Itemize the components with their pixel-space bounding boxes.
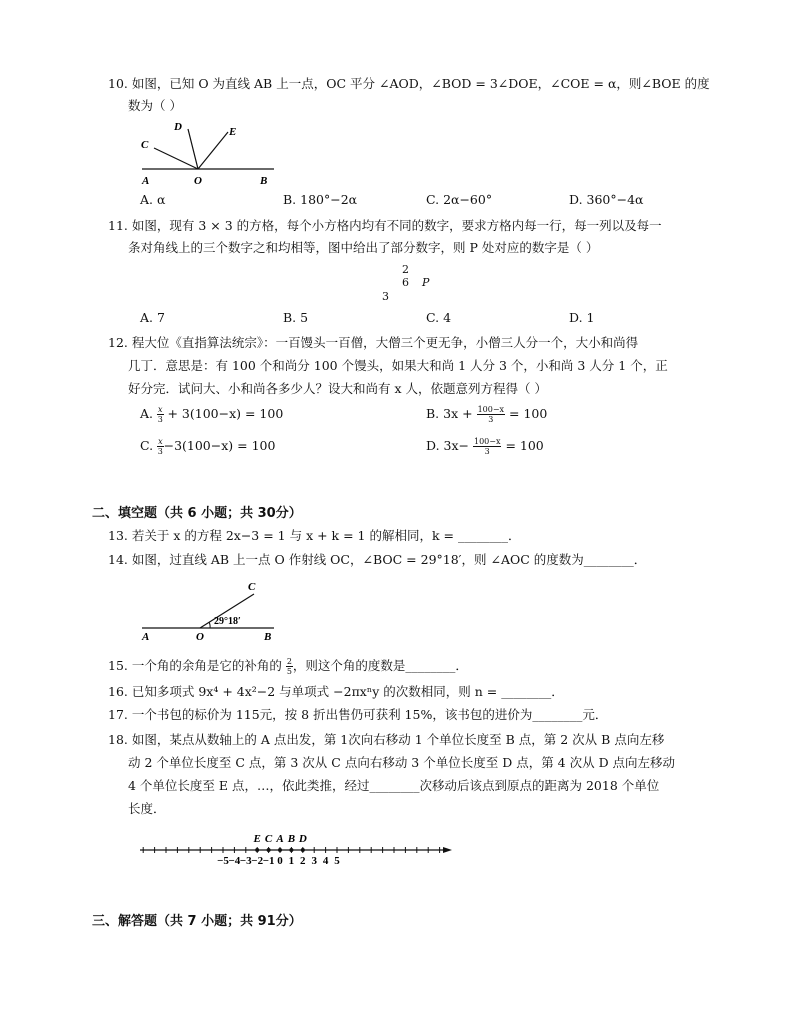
point-b-label: B xyxy=(287,833,296,845)
tick-label: 3 xyxy=(311,855,317,867)
q16: 16. 已知多项式 9x⁴ + 4x²−2 与单项式 −2πxⁿy 的次数相同，则 n = ________． xyxy=(108,684,564,699)
ray-oe xyxy=(198,132,228,169)
q11-line1: 11. 如图，现有 3 × 3 的方格，每个小方格内均有不同的数字，要求方格内每一行，每一列以及每一 xyxy=(108,218,662,233)
q18-line4: 长度． xyxy=(128,801,166,816)
angle-label: 29°18′ xyxy=(214,616,241,627)
q12-line2: 几丁．意思是：有 100 个和尚分 100 个馒头，如果大和尚 1 人分 3 个，小和尚 3 人分 1 个，正 xyxy=(128,358,668,373)
label-b: B xyxy=(260,175,268,187)
point-a-label: A xyxy=(276,833,284,845)
section-3-title: 三、解答题（共 7 小题；共 91分） xyxy=(92,914,302,929)
grid-p-label: P xyxy=(422,276,430,289)
number-line-figure xyxy=(136,826,456,870)
q18-line2: 动 2 个单位长度至 C 点，第 3 次从 C 点向右移动 3 个单位长度至 D 点，第 4 次从 D 点向左移动 xyxy=(128,755,676,770)
q12-option-c: C. $\frac{x}{3}$ −3(100−x) = 100 xyxy=(140,437,276,456)
tick-label: 5 xyxy=(334,855,340,867)
q17: 17. 一个书包的标价为 115元，按 8 折出售仍可获利 15%，该书包的进价为________元． xyxy=(108,707,608,722)
label-a: A xyxy=(142,175,150,187)
point-labels xyxy=(253,833,307,852)
section-2-title: 二、填空题（共 6 小题；共 30分） xyxy=(92,506,302,521)
ray-od xyxy=(188,129,198,169)
label-o: O xyxy=(194,175,202,187)
q11-option-c: C. 4 xyxy=(426,310,452,325)
grid-top-number: 2 xyxy=(402,263,409,276)
q11-option-a: A. 7 xyxy=(140,310,165,325)
label-b: B xyxy=(264,631,272,643)
tick-label: 2 xyxy=(300,855,306,867)
point-d-dot xyxy=(301,848,305,852)
q14-figure xyxy=(136,574,286,644)
q12-line3: 好分完．试问大、小和尚各多少人？设大和尚有 x 人，依题意列方程得（ ） xyxy=(128,381,547,396)
label-c: C xyxy=(141,139,149,151)
q12-option-d: D. 3x− $\frac{100-x}{3}$ = 100 xyxy=(426,437,544,456)
q10-option-a: A. α xyxy=(140,192,166,207)
q10-figure xyxy=(136,118,286,188)
point-b-dot xyxy=(289,848,293,852)
q18-line1: 18. 如图，某点从数轴上的 A 点出发，第 1次向右移动 1 个单位长度至 B 点，第 2 次从 B 点向左移 xyxy=(108,732,665,747)
point-e-label: E xyxy=(253,833,261,845)
q10-option-d: D. 360°−4α xyxy=(569,192,644,207)
label-c: C xyxy=(248,581,256,593)
tick-label: −2 xyxy=(251,855,264,867)
tick-labels xyxy=(217,855,340,867)
q18-line3: 4 个单位长度至 E 点，…，依此类推，经过________次移动后该点到原点的距离为 2018 个单位 xyxy=(128,778,660,793)
tick-label: −3 xyxy=(239,855,252,867)
tick-label: 4 xyxy=(322,855,329,867)
q14: 14. 如图，过直线 AB 上一点 O 作射线 OC，∠BOC = 29°18′，则 ∠AOC 的度数为________． xyxy=(108,552,647,567)
point-e-dot xyxy=(255,848,259,852)
point-c-label: C xyxy=(264,833,273,845)
tick-label: −1 xyxy=(262,855,275,867)
label-d: D xyxy=(174,121,182,133)
ray-oc xyxy=(154,148,198,169)
grid-bottom-number: 3 xyxy=(382,290,389,303)
point-c-dot xyxy=(267,848,271,852)
q10-line2: 数为（ ） xyxy=(128,98,182,113)
tick-label: 1 xyxy=(288,855,295,867)
q10-option-c: C. 2α−60° xyxy=(426,192,493,207)
point-a-dot xyxy=(278,848,282,852)
angle-arc xyxy=(209,622,210,628)
q11-option-d: D. 1 xyxy=(569,310,595,325)
grid-center-number: 6 xyxy=(402,276,409,289)
q12-line1: 12. 程大位《直指算法统宗》：一百馒头一百僧，大僧三个更无争，小僧三人分一个，大小和尚得 xyxy=(108,335,639,350)
q11-line2: 条对角线上的三个数字之和均相等，图中给出了部分数字，则 P 处对应的数字是（ ） xyxy=(128,240,599,255)
q15: 15. 一个角的余角是它的补角的 $\frac{2}{5}$ ，则这个角的度数是________． xyxy=(108,657,468,676)
axis-arrow xyxy=(443,847,452,853)
q12-option-b: B. 3x + $\frac{100-x}{3}$ = 100 xyxy=(426,405,548,424)
label-a: A xyxy=(142,631,150,643)
point-d-label: D xyxy=(298,833,307,845)
q10-option-b: B. 180°−2α xyxy=(283,192,358,207)
q10-line1: 10. 如图，已知 O 为直线 AB 上一点，OC 平分 ∠AOD，∠BOD = 3∠DOE，∠COE = α，则∠BOE 的度 xyxy=(108,76,710,91)
q12-option-a: A. $\frac{x}{3}$ + 3(100−x) = 100 xyxy=(140,405,284,424)
tick-label: −5 xyxy=(217,855,229,867)
tick-label: −4 xyxy=(228,855,241,867)
label-o: O xyxy=(196,631,204,643)
tick-label: 0 xyxy=(277,855,283,867)
q11-option-b: B. 5 xyxy=(283,310,309,325)
q13: 13. 若关于 x 的方程 2x−3 = 1 与 x + k = 1 的解相同，k = ________． xyxy=(108,528,521,543)
label-e: E xyxy=(229,126,237,138)
